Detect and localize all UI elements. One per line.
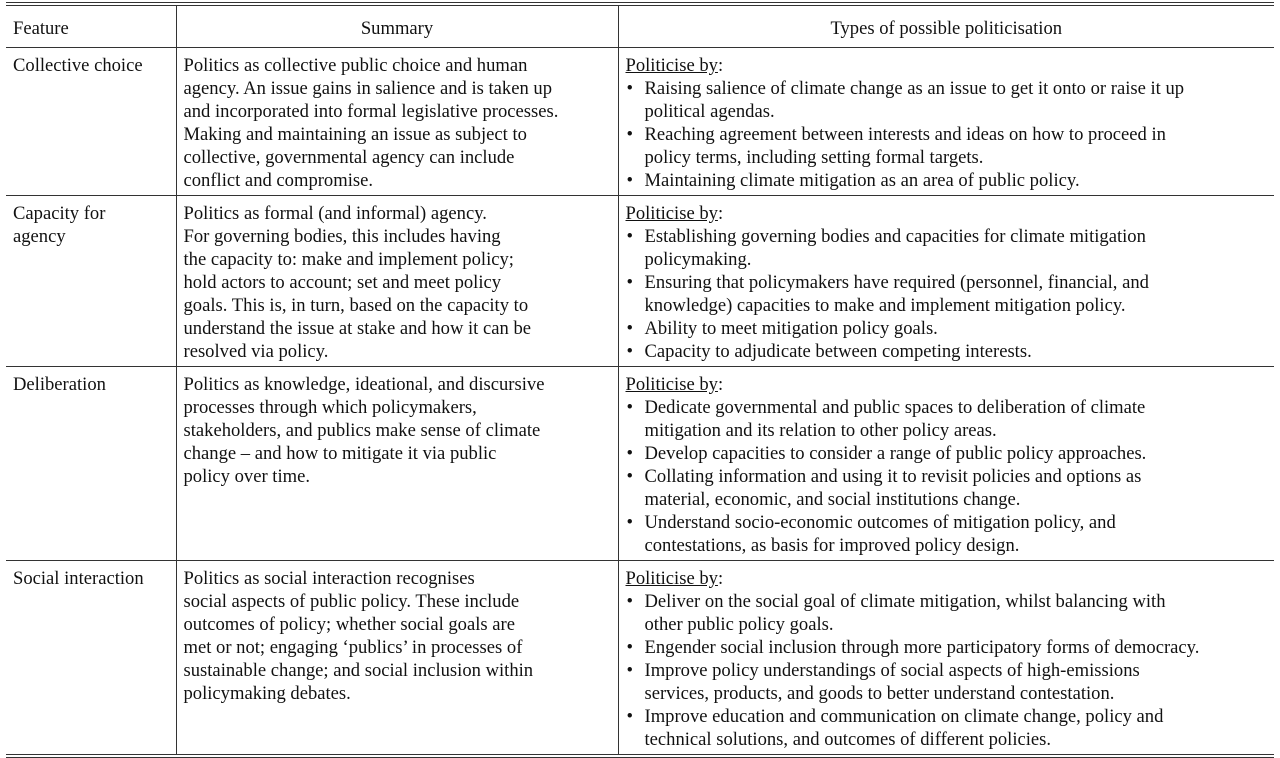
feature-text: Deliberation <box>13 374 106 395</box>
summary-text: social aspects of public policy. These include <box>183 591 520 612</box>
table-row <box>6 196 1274 367</box>
summary-text: resolved via policy. <box>183 341 329 362</box>
summary-text: Politics as collective public choice and human <box>183 55 528 76</box>
table-row <box>6 561 1274 757</box>
summary-cell <box>176 367 618 561</box>
politicise-intro-colon: : <box>717 55 724 76</box>
list-item-text: • Develop capacities to consider a range of public policy approaches. <box>644 443 1147 464</box>
list-item-text: • Maintaining climate mitigation as an area of public policy. <box>644 170 1080 191</box>
list-item-text: • Deliver on the social goal of climate mitigation, whilst balancing with <box>644 591 1166 612</box>
politicisation-table-wrapper <box>6 2 1274 758</box>
summary-cell <box>176 196 618 367</box>
summary-text: conflict and compromise. <box>183 170 373 191</box>
list-item-text: • Dedicate governmental and public spaces to deliberation of climate <box>644 397 1146 418</box>
list-item <box>626 77 1268 123</box>
header-row <box>6 4 1274 48</box>
list-item-text: • Reaching agreement between interests and ideas on how to proceed in <box>644 124 1166 145</box>
politicise-intro <box>626 54 1268 77</box>
summary-text: understand the issue at stake and how it can be <box>183 318 531 339</box>
list-item-text: • Engender social inclusion through more participatory forms of democracy. <box>644 637 1200 658</box>
list-item-text: services, products, and goods to better understand contestation. <box>644 683 1115 704</box>
summary-text: the capacity to: make and implement policy; <box>183 249 514 270</box>
list-item-text: • Ensuring that policymakers have required (personnel, financial, and <box>644 272 1149 293</box>
feature-text: Collective choice <box>13 55 143 76</box>
types-cell <box>618 367 1274 561</box>
list-item-text: • Improve education and communication on climate change, policy and <box>644 706 1164 727</box>
summary-text: policymaking debates. <box>183 683 351 704</box>
list-item-text: technical solutions, and outcomes of different policies. <box>644 729 1052 750</box>
list-item <box>626 590 1268 636</box>
list-item <box>626 340 1268 363</box>
list-item-text: contestations, as basis for improved policy design. <box>644 535 1020 556</box>
summary-text: met or not; engaging ‘publics’ in processes of <box>183 637 523 658</box>
politicise-intro-colon: : <box>717 568 724 589</box>
list-item <box>626 271 1268 317</box>
feature-cell <box>6 48 176 196</box>
summary-text: change – and how to mitigate it via public <box>183 443 497 464</box>
summary-text: goals. This is, in turn, based on the capacity to <box>183 295 529 316</box>
summary-text: policy over time. <box>183 466 311 487</box>
summary-text: and incorporated into formal legislative processes. <box>183 101 559 122</box>
types-cell <box>618 196 1274 367</box>
table-row <box>6 48 1274 196</box>
list-item-text: political agendas. <box>644 101 775 122</box>
politicise-intro-label: Politicise by <box>625 55 718 76</box>
politicisation-list <box>626 396 1268 557</box>
feature-text: Capacity for <box>13 203 106 224</box>
list-item <box>626 659 1268 705</box>
list-item-text: • Improve policy understandings of social aspects of high-emissions <box>644 660 1140 681</box>
header-types: Types of possible politicisation <box>618 4 1274 48</box>
politicise-intro-label: Politicise by <box>625 374 718 395</box>
list-item-text: mitigation and its relation to other policy areas. <box>644 420 997 441</box>
table-header <box>6 4 1274 48</box>
table-row <box>6 367 1274 561</box>
summary-text: hold actors to account; set and meet policy <box>183 272 502 293</box>
list-item-text: policy terms, including setting formal targets. <box>644 147 984 168</box>
politicisation-list <box>626 590 1268 751</box>
politicise-intro <box>626 567 1268 590</box>
feature-cell <box>6 196 176 367</box>
list-item <box>626 636 1268 659</box>
feature-text: agency <box>13 226 66 247</box>
list-item-text: • Understand socio-economic outcomes of mitigation policy, and <box>644 512 1116 533</box>
list-item-text: • Raising salience of climate change as an issue to get it onto or raise it up <box>644 78 1185 99</box>
summary-text: collective, governmental agency can include <box>183 147 515 168</box>
list-item <box>626 396 1268 442</box>
politicise-intro <box>626 373 1268 396</box>
header-feature: Feature <box>13 18 69 39</box>
list-item <box>626 465 1268 511</box>
summary-text: processes through which policymakers, <box>183 397 477 418</box>
list-item-text: material, economic, and social institutions change. <box>644 489 1021 510</box>
list-item-text: • Collating information and using it to revisit policies and options as <box>644 466 1142 487</box>
summary-cell <box>176 48 618 196</box>
types-cell <box>618 48 1274 196</box>
header-summary: Summary <box>176 4 618 48</box>
list-item-text: • Ability to meet mitigation policy goals. <box>644 318 938 339</box>
types-cell <box>618 561 1274 757</box>
list-item-text: knowledge) capacities to make and implement mitigation policy. <box>644 295 1126 316</box>
summary-text: sustainable change; and social inclusion within <box>183 660 534 681</box>
list-item <box>626 317 1268 340</box>
politicisation-list <box>626 225 1268 363</box>
summary-text: agency. An issue gains in salience and is taken up <box>183 78 553 99</box>
politicisation-list <box>626 77 1268 192</box>
summary-text: Politics as formal (and informal) agency. <box>183 203 487 224</box>
feature-cell <box>6 561 176 757</box>
table-body <box>6 48 1274 757</box>
summary-text: Politics as social interaction recognises <box>183 568 475 589</box>
politicise-intro-colon: : <box>717 374 724 395</box>
list-item <box>626 123 1268 169</box>
politicise-intro-label: Politicise by <box>625 568 718 589</box>
list-item <box>626 705 1268 751</box>
list-item <box>626 442 1268 465</box>
summary-text: outcomes of policy; whether social goals are <box>183 614 515 635</box>
list-item-text: • Capacity to adjudicate between competing interests. <box>644 341 1032 362</box>
politicise-intro-colon: : <box>717 203 724 224</box>
list-item <box>626 225 1268 271</box>
politicise-intro-label: Politicise by <box>625 203 718 224</box>
summary-text: Making and maintaining an issue as subject to <box>183 124 527 145</box>
list-item <box>626 169 1268 192</box>
politicisation-table <box>6 2 1274 758</box>
list-item-text: policymaking. <box>644 249 752 270</box>
summary-cell <box>176 561 618 757</box>
list-item <box>626 511 1268 557</box>
feature-cell <box>6 367 176 561</box>
feature-text: Social interaction <box>13 568 144 589</box>
politicise-intro <box>626 202 1268 225</box>
summary-text: For governing bodies, this includes having <box>183 226 501 247</box>
summary-text: stakeholders, and publics make sense of climate <box>183 420 541 441</box>
list-item-text: other public policy goals. <box>644 614 834 635</box>
list-item-text: • Establishing governing bodies and capacities for climate mitigation <box>644 226 1146 247</box>
summary-text: Politics as knowledge, ideational, and discursive <box>183 374 545 395</box>
